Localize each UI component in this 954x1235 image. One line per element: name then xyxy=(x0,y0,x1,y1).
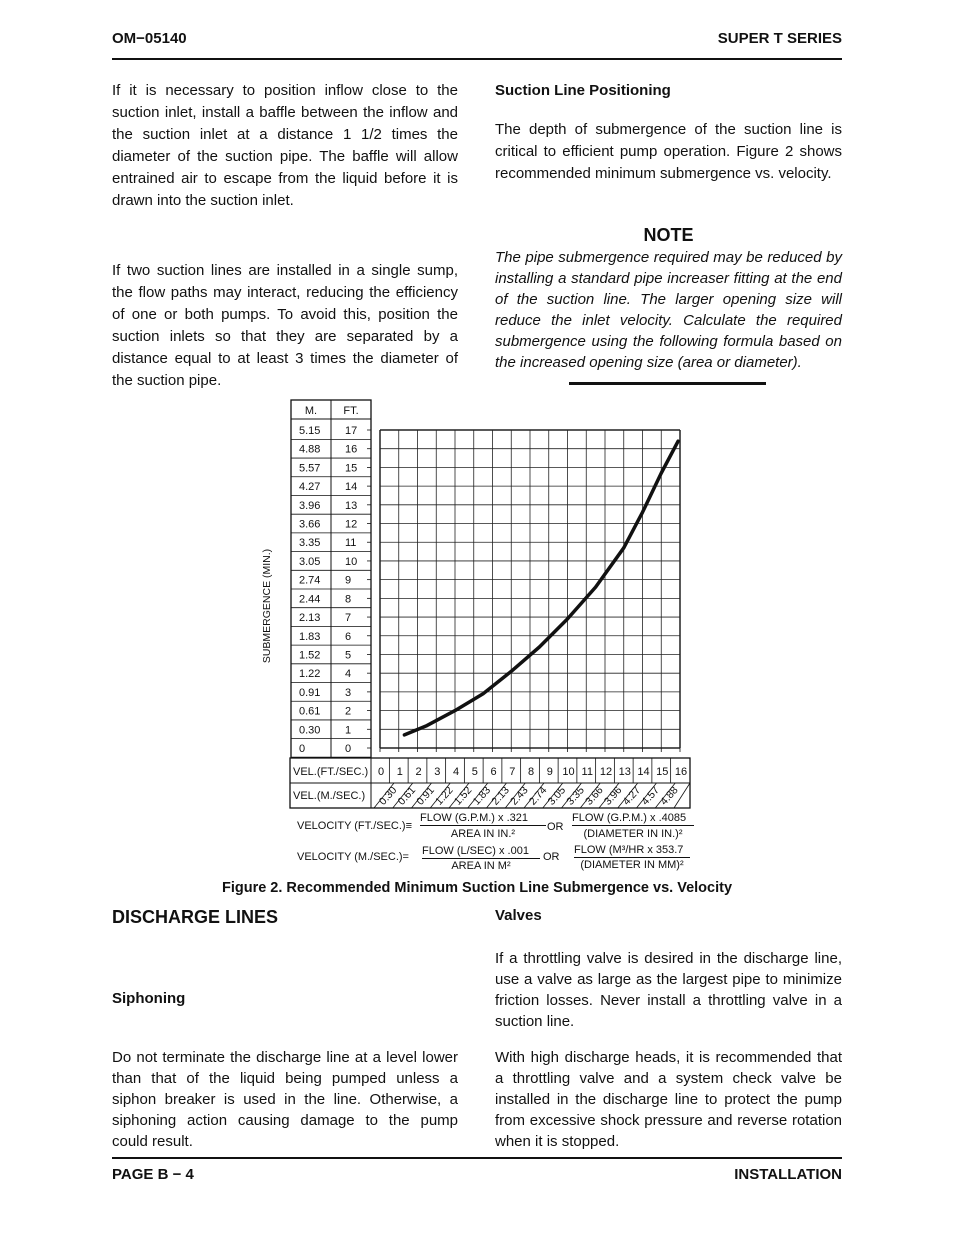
formula1-or: OR xyxy=(547,821,564,833)
x-tick-ft: 15 xyxy=(656,766,669,778)
y-tick-m: 4.27 xyxy=(299,481,321,494)
formula2-left: VELOCITY (M./SEC.)= xyxy=(297,851,409,863)
siphoning-paragraph: Do not terminate the discharge line at a level lower than that of the liquid being pumped unless a siphon breaker is used in the line. Otherwise, a siphoning action causing damage to the pump could result. xyxy=(112,1049,458,1150)
two-suction-paragraph: If two suction lines are installed in a single sump, the flow paths may interact, reducing the efficiency of one or both pumps. To avoid this, position the suction inlets so that they are separated by a distance equal to at least 3 times the diameter of the suction pipe. xyxy=(112,262,458,389)
formula1-denominator: AREA IN IN.² xyxy=(450,828,516,840)
y-tick-ft: 9 xyxy=(345,574,352,587)
x-tick-m: 2.43 xyxy=(508,784,531,808)
y-tick-ft: 5 xyxy=(345,649,352,662)
y-axis-label: SUBMERGENCE (MIN.) xyxy=(261,548,273,664)
y-tick-m: 1.22 xyxy=(299,668,321,681)
x-tick-m: 3.35 xyxy=(564,784,587,808)
x-tick-m: 2.74 xyxy=(526,784,550,808)
valves-heading: Valves xyxy=(495,907,542,924)
x-tick-ft: 1 xyxy=(396,766,403,778)
x-tick-m: 0.61 xyxy=(395,784,419,808)
note-body: The pipe submergence required may be reduced by installing a standard pipe increaser fitting at the end of the suction line. The larger opening size will reduce the inlet velocity. Calculate the required submergence using the following formula based on the increased opening size (area or diameter). xyxy=(495,249,842,371)
valves-paragraph-1: If a throttling valve is desired in the discharge line, use a valve as large as the largest pipe to minimize friction losses. Never install a throttling valve in a suction line. xyxy=(495,950,842,1030)
x-tick-ft: 16 xyxy=(674,766,688,778)
x-tick-ft: 6 xyxy=(490,766,497,778)
x-tick-m: 3.96 xyxy=(601,784,625,808)
y-tick-m: 3.66 xyxy=(299,518,321,531)
suction-positioning-heading: Suction Line Positioning xyxy=(495,82,671,99)
note-title: NOTE xyxy=(643,225,694,245)
y-tick-m: 2.74 xyxy=(299,574,321,587)
y-tick-ft: 7 xyxy=(345,612,352,625)
formula2-numerator: FLOW (L/SEC) x .001 xyxy=(422,845,540,859)
formula1-left: VELOCITY (FT./SEC.)≡ xyxy=(297,820,413,832)
x-tick-ft: 7 xyxy=(509,766,516,778)
x-tick-m: 1.83 xyxy=(470,784,494,808)
series-title: SUPER T SERIES xyxy=(717,30,842,47)
y-tick-m: 3.35 xyxy=(299,537,321,550)
baffle-paragraph: If it is necessary to position inflow close to the suction inlet, install a baffle between the inflow and the suction inlet at a distance 1 1/2 times the diameter of the suction pipe. The baffle will allow entrained air to escape from the liquid before it is drawn into the suction inlet. xyxy=(112,82,458,209)
x-tick-m: 4.27 xyxy=(620,784,644,808)
formula1-numerator-2: FLOW (G.P.M.) x .4085 xyxy=(572,812,694,826)
figure-caption: Figure 2. Recommended Minimum Suction Line Submergence vs. Velocity xyxy=(221,880,733,896)
y-tick-m: 3.96 xyxy=(299,499,321,512)
y-tick-m: 3.05 xyxy=(299,555,321,568)
formula2-or: OR xyxy=(543,851,560,863)
x-tick-ft: 3 xyxy=(434,766,441,778)
x-tick-m: 1.22 xyxy=(433,784,456,808)
y-tick-ft: 1 xyxy=(345,724,352,737)
y-tick-m: 1.83 xyxy=(299,630,321,643)
y-tick-m: 1.52 xyxy=(299,649,321,662)
y-tick-m: 5.57 xyxy=(299,462,321,475)
x-tick-ft: 8 xyxy=(527,766,535,778)
x-tick-ft: 4 xyxy=(452,766,460,778)
formula2-denominator-2: (DIAMETER IN MM)² xyxy=(580,859,684,871)
x-tick-ft: 10 xyxy=(562,766,575,778)
y-header-m: M. xyxy=(304,405,318,417)
x-tick-ft: 14 xyxy=(637,766,650,778)
x-tick-m: 3.66 xyxy=(583,784,606,808)
page-number: PAGE B − 4 xyxy=(112,1166,194,1183)
x-tick-m: 4.88 xyxy=(658,784,681,808)
y-tick-m: 0 xyxy=(299,743,306,755)
y-tick-ft: 12 xyxy=(345,518,358,531)
x-tick-ft: 9 xyxy=(546,766,553,778)
y-tick-ft: 10 xyxy=(345,555,358,568)
x-label-ft: VEL.(FT./SEC.) xyxy=(293,766,369,778)
y-tick-ft: 15 xyxy=(345,462,358,475)
formula2-denominator: AREA IN M² xyxy=(451,860,511,872)
y-tick-ft: 11 xyxy=(345,537,357,550)
formula1-denominator-2: (DIAMETER IN IN.)² xyxy=(583,828,683,840)
y-tick-m: 5.15 xyxy=(299,425,321,437)
x-tick-m: 4.57 xyxy=(639,784,662,808)
y-tick-m: 4.88 xyxy=(299,443,321,456)
y-tick-ft: 2 xyxy=(345,705,352,718)
y-tick-m: 2.44 xyxy=(299,593,321,606)
x-tick-m: 2.13 xyxy=(489,784,512,808)
x-tick-ft: 5 xyxy=(471,766,478,778)
y-tick-m: 2.13 xyxy=(299,612,321,625)
y-tick-ft: 14 xyxy=(345,481,358,494)
x-tick-ft: 12 xyxy=(599,766,613,778)
section-name: INSTALLATION xyxy=(734,1166,842,1183)
discharge-lines-heading: DISCHARGE LINES xyxy=(112,907,279,927)
y-tick-ft: 16 xyxy=(345,443,358,456)
y-tick-ft: 6 xyxy=(345,630,352,643)
y-header-ft: FT. xyxy=(343,405,359,417)
y-tick-ft: 8 xyxy=(345,593,352,606)
x-tick-m: 0.91 xyxy=(414,784,437,808)
submergence-paragraph: The depth of submergence of the suction line is critical to efficient pump operation. Figure 2 shows recommended minimum submergence vs. velocity. xyxy=(495,121,842,182)
submergence-curve xyxy=(404,441,678,735)
x-tick-ft: 13 xyxy=(618,766,631,778)
y-tick-ft: 17 xyxy=(345,425,358,437)
formula1-numerator: FLOW (G.P.M.) x .321 xyxy=(420,812,546,826)
y-tick-m: 0.61 xyxy=(299,705,321,718)
x-tick-ft: 2 xyxy=(415,766,422,778)
y-tick-ft: 0 xyxy=(345,743,352,755)
y-tick-m: 0.30 xyxy=(299,724,321,737)
y-tick-ft: 4 xyxy=(345,668,352,681)
y-tick-m: 0.91 xyxy=(299,686,321,699)
formula2-numerator-2: FLOW (M³/HR x 353.7 xyxy=(574,844,690,858)
x-tick-m: 3.05 xyxy=(545,784,569,808)
doc-number: OM−05140 xyxy=(112,30,187,47)
x-tick-ft: 0 xyxy=(377,766,385,778)
footer-rule xyxy=(112,1157,842,1159)
siphoning-heading: Siphoning xyxy=(112,990,186,1007)
x-label-m: VEL.(M./SEC.) xyxy=(293,790,366,802)
x-tick-m: 0.30 xyxy=(376,784,400,808)
y-tick-ft: 13 xyxy=(345,499,358,512)
y-tick-ft: 3 xyxy=(345,686,352,699)
valves-paragraph-2: With high discharge heads, it is recommended that a throttling valve and a system check valve be installed in the discharge line to protect the pump from excessive shock pressure and reverse rotation when it is stopped. xyxy=(495,1049,842,1150)
x-tick-m: 1.52 xyxy=(451,784,475,808)
x-tick-ft: 11 xyxy=(581,766,593,778)
